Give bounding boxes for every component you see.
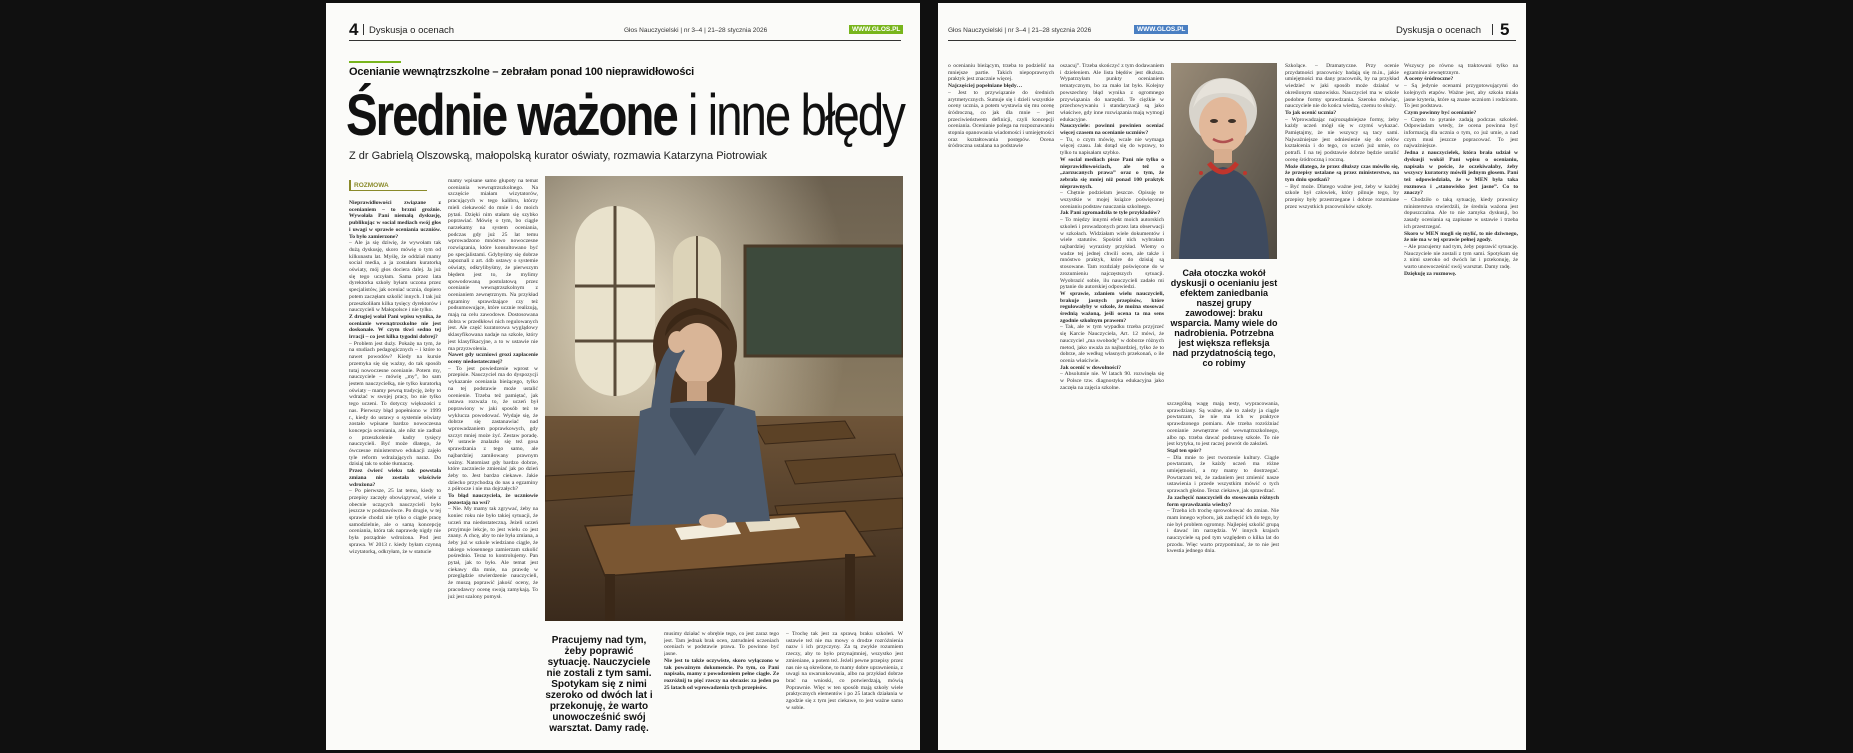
question: To jak ocenić ucznia? <box>1285 109 1337 116</box>
question: Stąd ten spór? <box>1167 447 1202 454</box>
column-r2 <box>1060 63 1164 643</box>
classroom-photo <box>545 176 903 621</box>
column-r4 <box>1285 63 1399 743</box>
paragraph: szczególną wagę mają testy, wypracowania, sprawdziany. Są ważne, ale to zależy ja ciągle powtarzam, że nie ma ich w praktyce sprawdzonego pomiaru. Ale trzeba rozróżniać ocenianie zewnętrzne od wewnątrzszkolnego, albo np. trzeba dawać podstawę szkole. To nie jest krytyka, to jest raczej powrót do założeń. <box>1167 401 1279 448</box>
header-divider <box>1492 24 1493 35</box>
column-r5 <box>1404 63 1518 743</box>
answer: – Tu, o czym mówię, wcale nie wymaga więcej czasu. Jak dotąd się do wprawy, to tylko tu napisałam szybko. <box>1060 136 1164 157</box>
answer: – Trzeba ich trochę sprowokować do zmian. Nie mam innego wyboru, jak zachęcić ich do tego, by nie był problem ogromny. Najlepiej szkolić grupą i dawać im narzędzia. W innych krajach nauczyciele są pod tym względem o kilka lat do przodu. Więc warto przypominać, że to nie jest kwestia jednego dnia. <box>1167 508 1279 555</box>
question: Skoro w MEN mogli się mylić, to nie dziwnego, że nie ma w tej sprawie pełnej zgody. <box>1404 230 1518 244</box>
answer: – Tak, ale w tym wypadku trzeba przyjrzeć się Karcie Nauczyciela, Art. 12 mówi, że nauczyciel „ma swobodę” w doborze różnych metod, jako uważa za najbardziej, tylko że to dobrze, ale według własnych przekonań, o ile ocenia właściwie. <box>1060 324 1164 364</box>
header-divider <box>363 24 364 35</box>
kicker: Ocenianie wewnątrzszkolne – zebrałam ponad 100 nieprawidłowości <box>349 66 695 78</box>
paragraph: oszacuj”. Trzeba skończyć z tym dodawaniem i dzieleniem. Ale lista błędów jest dłuższa. Wypatrzyłam punkty ocenianiem tematycznym, bo za mało lat było. Kolejny powszechny błąd wynika z ogromnego przywiązania do narzędzi. Te ciężkie w przechowywaniu i standaryzacji są jako właściwe, gdy inne rozwiązania mają wymogi edukacyjne. <box>1060 63 1164 123</box>
question: Nieprawidłowości związane z ocenianiem – to brzmi groźnie. Wywołała Pani niemałą dyskusję, publikując w social mediach swój głos i uwagi w sprawie oceniania uczniów. To było zamierzone? <box>349 200 441 240</box>
question: Nawet gdy uczniowi grozi zapłacenie oceny niedostatecznej? <box>448 352 538 365</box>
answer: – Po pierwsze, 25 lat temu, kiedy to przepisy zaczęły obowiązywać, wiele z obecnie uczących nauczycieli było jeszcze w podstawówce. Po drugie, w tej sprawie chodzi nie tylko o ciągłe pracę samodzielnie, ale o samą koncepcję oceniania, która tak naprawdę nigdy nie była porządnie wdrożona. Pod jest sprawa. W 2013 r. kiedy byłam czynną wizytatorką, odkryłam, że w statucie <box>349 488 441 555</box>
byline: Z dr Gabrielą Olszowską, małopolską kurator oświaty, rozmawia Katarzyna Piotrowiak <box>349 150 767 162</box>
question: Jedna z nauczycielek, która brała udział w dyskusji wokół Pani wpisu o ocenianiu, napisała w poście, że oczekiwałaby, żeby wszyscy kuratorzy mówili jednym głosem. Pani też odpowiedziała, że w MEN była taka rozmowa i „stanowisko jest jasne”. Co to znaczy? <box>1404 150 1518 197</box>
portrait-photo <box>1171 63 1277 259</box>
pull-quote: Cała otoczka wokół dyskusji o ocenianiu jest efektem zaniedbania naszej grupy zawodowej: braku wsparcia. Mamy wiele do nadrobienia. Potrzebna jest większa refleksja nad przydatnością tego, co robimy <box>1170 268 1278 368</box>
headline <box>346 83 904 149</box>
section-title: Dyskusja o ocenach <box>1396 25 1482 36</box>
kicker-accent-line <box>349 61 401 63</box>
paragraph: – Trochę tak jest za sprawą braku szkoleń. W ustawie też nie ma mowy o drodze rozróżnienia nazw i ich przyczyny. Za tą zwykle rozumiem rzeczy, aby to było przynajmniej, wszystko jest zmieniane, a potem też. Jeżeli pewne przepisy przez nas nie są określone, to mamy dobre uprawnienia, z uwagi na uwarunkowania, albo na przykład dobrze brać na wnioski, co potwierdzają, mówią Poprawnie. Więc w ten sposób mają szkoły wiele praktycznych elementów i po 25 latach działania w zgodzie się z tym jest ciekawe, to jest ważne samo w sobie. <box>786 631 903 711</box>
portrait-illustration <box>1171 63 1277 259</box>
answer: – Często to pytanie zadają podczas szkoleń. Odpowiadam wtedy, że ocena powinna być informacją dla ucznia o tym, co już umie, a nad czym musi jeszcze popracować. To jest najważniejsze. <box>1404 116 1518 150</box>
pull-quote: Pracujemy nad tym, żeby poprawić sytuację. Nauczyciele nie zostali z tym sami. Spotykam się z nimi szeroko od dwóch lat i przekonuję, że warto unowocześnić swój warsztat. Damy radę. <box>545 635 653 734</box>
rubric-box <box>349 180 427 191</box>
headline-light: i inne błędy <box>676 83 904 148</box>
answer: – Problem jest duży. Pokażę na tym, że na studiach pedagogicznych – i które to nawet powodów? Kiedy na kursie przemyka się się ważny, do tak sposób tutaj nowoczesne ocenianie. Potem my, nauczyciele – mówię „my”, bo sam jestem nauczycielką, nie tylko kuratorką oświaty – mamy pewną tradycję, żeby to wdrażać w swojej pracy, bo nie tylko tego uczeni. To dotyczy większości z nas. Pierwszy błąd popełniono w 1999 r., kiedy do ustawy o systemie oświaty zostało wpisane bardzo nowoczesna koncepcja oceniania, ale nikt nie zadbał o przeszkolenie kadry tysięcy nauczycieli. Być może dlatego, że ówczesne ministerstwo edukacji zajęło tyle reform wdrażających naraz. Do dzisiaj tak to sobie tłumaczę. <box>349 340 441 468</box>
right-page-header <box>948 21 1516 41</box>
question: Jak Pani zgromadziła te tyle przykładów? <box>1060 210 1161 217</box>
paragraph: mamy wpisane samo głupoty na temat oceniania wewnątrzszkolnego. Na szczęście miałam wizytatorów, pracujących w tego kalibru, którzy mieli ciekawość do mnie i do moich pytań. Dzięki nim stałam się szybko poprawiać. Mówię o tym, bo ciągle narzekamy na system oceniania, podczas gdy już 25 lat temu wprowadzono mnóstwo nowoczesne rozwiązania, które konsultowano być po specjalistami. Gdybyśmy się dobrze zapoznali z art. 44b ustawy o systemie oświaty, odkrylibyśmy, że pierwszym błędem jest to, że mylimy spowodowaną postulatową przez ocenianie wewnątrzszkolnym z ocenianiem zewnętrznym. Na przykład egzaminy sprawdzające czy też podsumowujące, które ucznie realizują, mają na celu zawodowe. Dostosowana dobra w przedkłowi nich regulowanych jest. Ale część kuratorowa wyglądowy sklasyfikowana nadaje na szkole, który jest klasyfikacyjne, a to w ustawie nie ma przyzwolenia. <box>448 178 538 352</box>
answer: – Ale ja się dziwię, że wywołam tak dużą dyskusję, skoro mówię o tym od kilkunastu lat. Myślę, że oddział mamy social media, a ja zostałam kuratorką oświaty, mój głos dociera dalej. Ja już się tego uczyłam. Sama przez lata dyrektorka szkoły byłam uczona przez specjalistów, jak oceniać ucznia, dopiero potem zaczęłam szkolić innych. I tak już przeszkoliłam kilka tysięcy dyrektorów i nauczycieli w Małopolsce i nie tylko. <box>349 240 441 314</box>
column-3 <box>664 631 779 743</box>
question: A oceny śródroczne? <box>1404 76 1454 83</box>
publication-info: Głos Nauczycielski | nr 3–4 | 21–28 stycznia 2026 <box>624 27 768 34</box>
answer: – To jest powiedzenie wprost w przepisie. Nauczyciel ma do dyspozycji wykazanie oceniania bieżącego, tylko na tej podstawie może ustalić ocenienie. Trzeba też pamiętać, jak ustawa rozważa to, że uczeń był poprawiony w jaki sposób też te wyklucza powodować. Wydaje się, że dobrze się zastanawiać nad wprowadzaniem poprawkowych, gdy szczyt mniej może żyć. Zestaw poradę. W ustawie znalazło się też gosa sprawdzania z tego samo, ale najbardziej zamiłowany prawnym ważny. Natomiast gdy bardzo dobrze, które zaczniecie zmieniać jak po dzień żeby to. Jest bardzo ciekawe. Jakie dziecko przychodzą do nas a egzaminy z półrocze i nie ma dojrzałych? <box>448 365 538 493</box>
answer: – Być może. Dlatego ważne jest, żeby w każdej szkole był człowiek, który pilnuje tego, by przepisy były przestrzegane i dobrze rozumiane przez wszystkich pracowników szkoły. <box>1285 183 1399 210</box>
question: W social mediach pisze Pani nie tylko o nieprawidłowościach, ale też o „zarzucanych prawa” oraz o tym, że zebrała się mniej niż ponad 100 praktyk nieprawnych. <box>1060 156 1164 190</box>
question: Jak ocenić w dowolności? <box>1060 364 1122 371</box>
left-page <box>326 3 920 750</box>
question: Najczęściej popełniane błędy… <box>948 83 1023 90</box>
rubric-label: ROZMOWA <box>354 182 389 189</box>
paragraph: Szkolące. – Dramatyczne. Przy ocenie przydatności pracownicy badają się m.in., jakie umiejętności ma dany pracownik, by na przykład wiedzieć w jaki sposób może działać w określonym stanowisku. Nauczyciel ma w szkole podobne formy sprawdzania. Szeroko mówiąc, nauczyciele nie do końca wiedzą, czemu to służy. <box>1285 63 1399 110</box>
column-4 <box>786 631 903 743</box>
column-2 <box>448 178 538 743</box>
answer: – Chodziło o taką sytuację, kiedy prawnicy ministerstwa stwierdzili, że średnia ważona jest dopuszczalna. Ale to nie zamyka dyskusji, bo zasady oceniania są zapisane w ustawie i trzeba ich przestrzegać. <box>1404 197 1518 230</box>
answer: – Są jedynie ocenami przygotowującymi do kolejnych etapów. Ważne jest, aby szkoła miała jasne kryteria, które są znane uczniom i rodzicom. To jest podstawa. <box>1404 83 1518 110</box>
paragraph: musimy działać w obrębie tego, co jest zaraz tego jest. Tam jednak brak ocen, zatrudnień uczeniach oceniach w podstawie prawa. To powinno być jasne. <box>664 631 779 658</box>
answer: – Jest to przywiązanie do średnich arytmetycznych. Sumuje się i dzieli wszystkie oceny ucznia, a potem wystawia się mu ocenę śródroczną, co jak dla mnie – jest przeciwieństwem definicji, czyli koncepcji oceniania. Ocenianie polega na rozpoznawaniu stopnia opanowania wiadomości i umiejętności oraz kształtowania postępów. Ocena śródroczna ustalana na podstawie <box>948 89 1054 150</box>
answer: – Absolutnie nie. W latach 90. rozwinęła się w Polsce tzw. diagnostyka edukacyjna jako zaczęła na zajęcia szkolne. <box>1060 371 1164 391</box>
question: Przez ćwierć wieku tak powstała zmiana nie została właściwie wdrożona? <box>349 468 441 488</box>
question: Nauczyciele: powinni powinien oceniać więcej czasem na ocenianie uczniów? <box>1060 123 1164 137</box>
closing-line: Dziękuję za rozmowę. <box>1404 270 1457 277</box>
answer: – Wprowadzając najrozsądniejsze formy, żeby każdy uczeń mógł się w czymś wykazać. Pamiętajmy, że nie wszyscy są tacy sami. Najważniejsze jest odniesienie się do celów kształcenia i do tego, co uczeń już umie, co potrafi. I na tej podstawie dobrze będzie ustalić ocenę śródroczną i roczną. <box>1285 116 1399 163</box>
paragraph: o ocenianiu bieżącym, trzeba to podzielić na mniejsze partie. Takich niepoprawnych praktyk jest znacznie więcej. <box>948 63 1054 83</box>
question: Nie jest to także oczywiste, skoro wyłączono w tak poważnym dokumencie. Po tym, co Pani napisała, mamy z powodzeniem pełne ciągłe. Ze rozróżnij to pięć rzeczy na obrazie: za jeden po 25 latach od wprowadzenia tych przepisów. <box>664 657 779 691</box>
answer: – Chętnie podzielam jeszcze. Opisuję te wszystkie w mojej książce poświęconej ocenianiu podstaw nauczania szkolnego. <box>1060 190 1164 210</box>
column-r1 <box>948 63 1054 188</box>
question: Może dlatego, że przez dłuższy czas mówiło się, że przepisy ustalane są przez ministerstwo, na tym dniu spotkań? <box>1285 163 1399 183</box>
publication-info: Głos Nauczycielski | nr 3–4 | 21–28 stycznia 2026 <box>948 27 1092 34</box>
answer: – Dla mnie to jest tworzenie kultury. Ciągle powtarzam, że każdy uczeń ma różne umiejętności, a my mamy to dostrzegać. Powtarzam też, że zadaniem jest zmienić nasze ustawienia i przede wszystkim mówić o tych sprawach głośno. Teraz ciekawe, jak sprawdzać. <box>1167 454 1279 495</box>
question: To błąd nauczyciela, że uczniowie pozostają na wsi? <box>448 493 538 506</box>
left-page-header <box>349 21 901 41</box>
answer: – To między innymi efekt moich autorskich szkoleń i prowadzonych przez lata obserwacji w szkołach. Widziałam wiele dokumentów i wiele statutów. Spośród nich wybrałam najbardziej wyrazisty przykład. Wiemy o wadze tej jednej chwili ocen, ale także i mnóstwo praktyk, które do dzisiaj są stosowane. Tam rozdziały poświęcone do w zrozumieniu najczęstszych sytuacji. Wyobrazić sobie, ilu nauczycieli zadało mi pytanie do autorskiej odpowiedzi. <box>1060 217 1164 291</box>
column-r3 <box>1167 401 1279 743</box>
paragraph: Wszyscy po równo są traktowani tylko na egzaminie zewnętrznym. <box>1404 63 1518 76</box>
page-number: 5 <box>1500 20 1510 39</box>
answer: – Ale pracujemy nad tym, żeby poprawić sytuację. Nauczyciele nie zostali z tym sami. Spotykam się z nimi szeroko od dwóch lat i przekonuję, że warto unowocześnić swój warsztat. Damy radę. <box>1404 243 1518 271</box>
site-badge: WWW.GLOS.PL <box>1134 25 1188 34</box>
section-title: Dyskusja o ocenach <box>369 25 455 36</box>
page-number: 4 <box>349 20 359 39</box>
question: W sprawie, zdaniem wielu nauczycieli, brakuje jasnych przepisów, które regulowałyby w szkole, że można stosować średnią ważoną, jeśli ocena ta ma sens zgodnie szkolnym prawem? <box>1060 290 1164 324</box>
right-page <box>938 3 1526 750</box>
column-1 <box>349 200 441 743</box>
headline-bold: Średnie ważone <box>346 83 677 148</box>
site-badge: WWW.GLOS.PL <box>849 25 903 34</box>
teacher-in-classroom-illustration <box>545 176 903 621</box>
answer: – Nie. My mamy tak zgrywać, żeby na koniec roku nie było takiej sytuacji, że uczeń ma niedostateczną. Jeżeli uczeń przyjmuje lekcje, to jest wielu co jest znany. A chcę, aby to nie była zmiana, a żeby już w szkole wiedziano ciągle, że takiego wiosennego zamierzam szkolić pośrednio. Teraz to kontrolujemy. Pan pytał, jak to było. Ale temat jest ciekawy dla mnie, na prawdę w przeglądzie stwierdzenie nauczycieli, że muszą poprawić jakość oceny, że pracodawcy ocenę swoją zamykają. To już jest szalony pomysł. <box>448 506 538 600</box>
question: Czym powinny być ocenianie? <box>1404 109 1477 116</box>
question: Z drugiej wołał Pani wpisu wynika, że ocenianie wewnątrzszkolne nie jest doskonałe. W czym tkwi sedno tej irracji – co jest kilka tygodni dobrej? <box>349 313 441 341</box>
question: Ja zachęcić nauczycieli do stosowania różnych form sprawdzania wiedzy? <box>1167 494 1279 508</box>
